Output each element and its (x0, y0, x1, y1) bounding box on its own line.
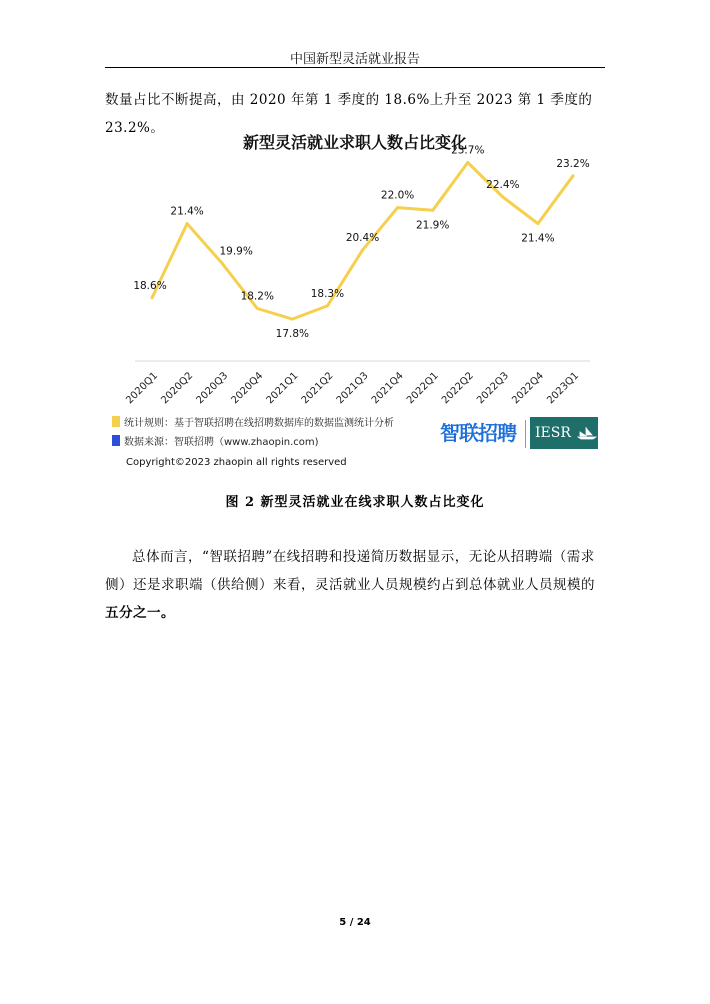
data-label: 23.7% (451, 144, 485, 157)
page-number: 5 / 24 (339, 917, 371, 928)
x-tick-label: 2021Q4 (369, 370, 406, 407)
data-point (466, 161, 469, 164)
paragraph-1: 数量占比不断提高，由 2020 年第 1 季度的 18.6%上升至 2023 第 1 季度的 23.2%。 (105, 92, 593, 136)
data-point (361, 249, 364, 252)
x-tick-label: 2021Q2 (299, 370, 336, 407)
data-point (256, 307, 259, 310)
x-tick-label: 2022Q2 (440, 370, 476, 407)
page-header-title: 中国新型灵活就业报告 (289, 52, 420, 67)
yellow-swatch-icon (112, 416, 120, 427)
data-label: 22.0% (380, 189, 415, 202)
x-tick-label: 2022Q1 (404, 370, 441, 407)
data-label: 19.9% (219, 245, 253, 258)
x-tick-label: 2020Q3 (194, 370, 231, 407)
data-label: 22.4% (486, 179, 520, 192)
data-label: 21.4% (170, 205, 204, 218)
chart-title: 新型灵活就业求职人数占比变化 (242, 133, 468, 152)
data-point (151, 296, 154, 299)
data-label: 17.8% (275, 328, 310, 341)
note-source (112, 431, 394, 450)
data-label: 21.4% (521, 232, 555, 245)
data-point (396, 206, 399, 209)
iesr-logo (530, 417, 598, 449)
data-label: 23.2% (556, 157, 590, 170)
note-source-text: 数据来源：智联招聘（www.zhaopin.com) (124, 437, 319, 448)
data-label: 18.6% (133, 279, 167, 292)
line-chart (105, 120, 605, 460)
note-rule-text: 统计规则：基于智联招聘在线招聘数据库的数据监测统计分析 (124, 418, 394, 429)
data-point (186, 222, 189, 225)
paragraph-2-bold: 五分之一。 (105, 605, 175, 621)
note-rule (112, 412, 394, 431)
chart-notes (112, 412, 394, 450)
data-point (572, 174, 575, 177)
data-point (291, 318, 294, 321)
x-tick-label: 2020Q2 (159, 370, 196, 407)
copyright-text: Copyright©2023 zhaopin all rights reserved (126, 457, 347, 468)
paragraph-2 (105, 543, 605, 627)
data-point (326, 304, 329, 307)
figure-caption: 图 2 新型灵活就业在线求职人数占比变化 (225, 495, 485, 510)
iesr-logo-text: IESR (535, 425, 571, 441)
chart-svg (105, 120, 605, 410)
x-tick-label: 2022Q4 (510, 370, 547, 407)
data-label: 21.9% (415, 219, 450, 232)
logo-divider (525, 420, 526, 448)
data-point (536, 222, 539, 225)
x-tick-label: 2023Q1 (545, 370, 582, 407)
data-point (221, 262, 224, 265)
zhaopin-logo: 智联招聘 (440, 421, 516, 445)
x-tick-label: 2021Q1 (264, 370, 301, 407)
blue-swatch-icon (112, 435, 120, 446)
data-point (501, 196, 504, 199)
header-rule (105, 67, 605, 68)
data-label: 18.2% (240, 290, 274, 303)
x-tick-label: 2020Q1 (124, 370, 161, 407)
x-tick-label: 2021Q3 (334, 370, 371, 407)
paragraph-2-text: 总体而言，“智联招聘”在线招聘和投递简历数据显示，无论从招聘端（需求侧）还是求职端（供给侧）来看，灵活就业人员规模约占到总体就业人员规模的 (105, 549, 595, 593)
data-point (431, 209, 434, 212)
data-label: 20.4% (345, 232, 380, 245)
data-label: 18.3% (310, 287, 345, 300)
ship-icon (577, 426, 597, 440)
x-tick-label: 2022Q3 (475, 370, 511, 407)
x-tick-label: 2020Q4 (229, 370, 266, 407)
